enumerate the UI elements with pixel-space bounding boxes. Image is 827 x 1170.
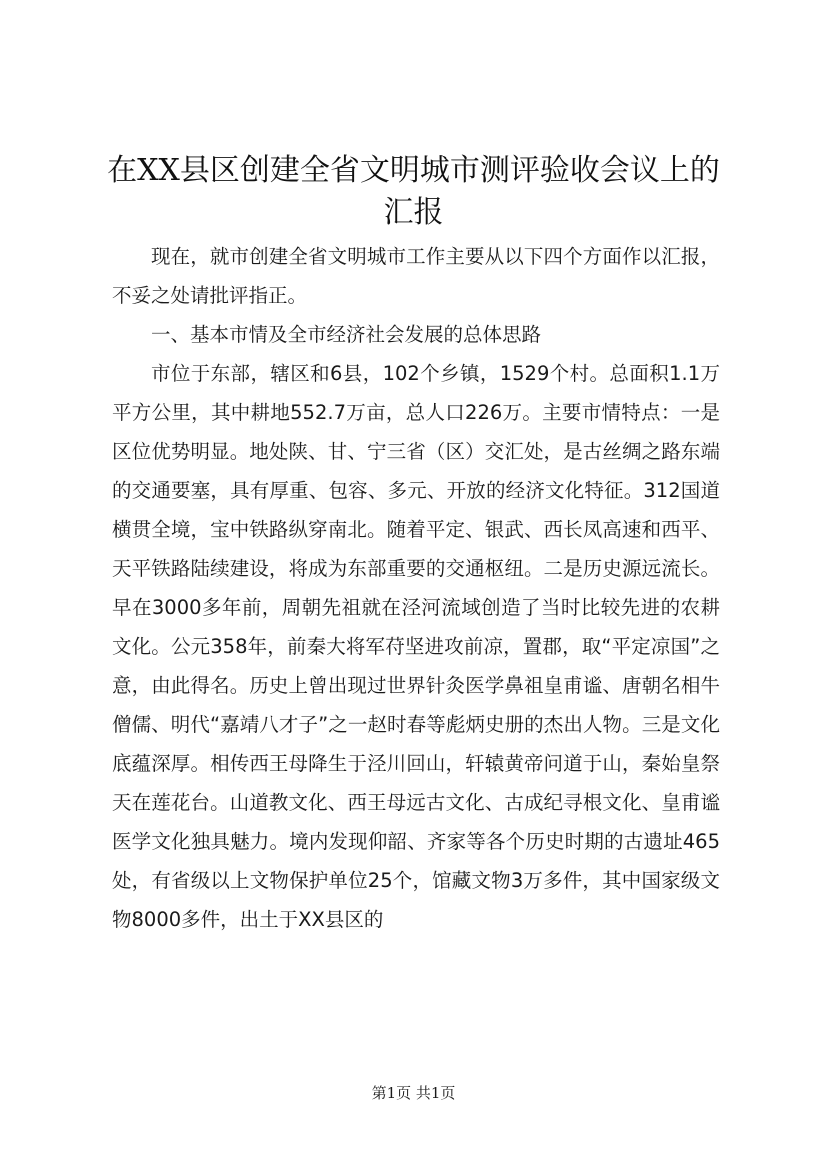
section-heading: 一、基本市情及全市经济社会发展的总体思路 — [151, 323, 542, 346]
paragraph-intro: 现在，就市创建全省文明城市工作主要从以下四个方面作以汇报，不妥之处请批评指正。 — [112, 245, 720, 307]
document-body — [112, 237, 720, 939]
page-footer: 第1页 共1页 — [371, 1084, 456, 1102]
paragraph-overview: 市位于东部，辖区和6县，102个乡镇，1529个村。总面积1.1万平方公里，其中耕地552.7万亩，总人口226万。主要市情特点：一是区位优势明显。地处陕、甘、宁三省（区）交汇处，是古丝绸之路东端的交通要塞，具有厚重、包容、多元、开放的经济文化特征。312国道横贯全境，宝中铁路纵穿南北。随着平定、银武、西长凤高速和西平、天平铁路陆续建设，将成为东部重要的交通枢纽。二是历史源远流长。早在3000多年前，周朝先祖就在泾河流域创造了当时比较先进的农耕文化。公元358年，前秦大将军苻坚进攻前凉，置郡，取“平定凉国”之意，由此得名。历史上曾出现过世界针灸医学鼻祖皇甫谧、唐朝名相牛僧儒、明代“嘉靖八才子”之一赵时春等彪炳史册的杰出人物。三是文化底蕴深厚。相传西王母降生于泾川回山，轩辕黄帝问道于山，秦始皇祭天在莲花台。山道教文化、西王母远古文化、古成纪寻根文化、皇甫谧医学文化独具魅力。境内发现仰韶、齐家等各个历史时期的古遗址465处，有省级以上文物保护单位25个，馆藏文物3万多件，其中国家级文物8000多件，出土于XX县区的 — [112, 362, 720, 931]
document-title: 在XX县区创建全省文明城市测评验收会议上的汇报 — [107, 153, 720, 230]
